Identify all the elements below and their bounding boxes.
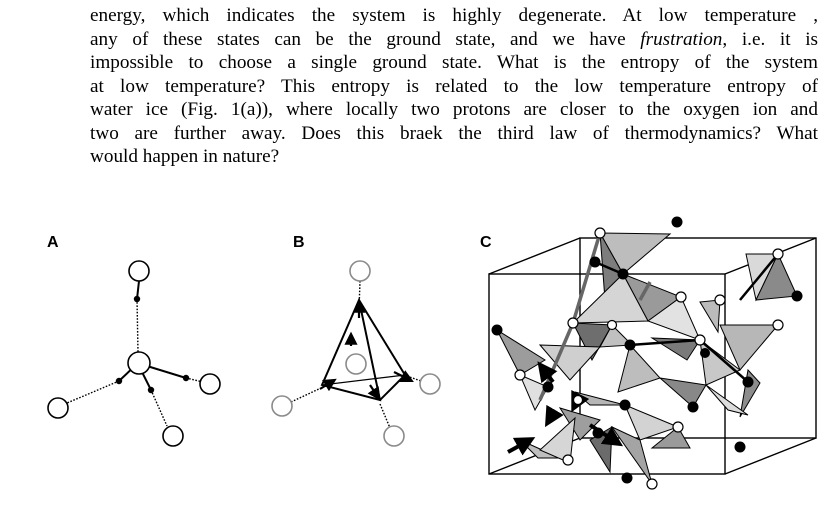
frustration-term: frustration [640, 28, 723, 50]
panel-c-tetrahedra [497, 233, 797, 484]
panel-a-ice-structure [48, 261, 220, 446]
panel-b-atoms [272, 261, 440, 446]
text-line-3: impossible to choose a single ground state. What is the entropy of the system [90, 52, 818, 73]
text-line-1: energy, which indicates the system is highly degenerate. At low temperature , [90, 5, 818, 26]
panel-label-c: C [480, 234, 492, 251]
panel-a-protons [116, 296, 189, 393]
text-line-6: two are further away. Does this braek the third law of thermodynamics? What [90, 122, 818, 144]
panel-c-pyrochlore-lattice [489, 217, 816, 490]
text-line-2-start: any of these states can be the ground state, and we have [90, 28, 626, 50]
panel-b-edges [322, 300, 405, 400]
text-line-5: water ice (Fig. 1(a)), where locally two protons are closer to the oxygen ion and [90, 99, 818, 120]
text-line-7: would happen in nature? [90, 146, 280, 167]
panel-b-tetrahedron [272, 261, 440, 446]
text-line-4: at low temperature? This entropy is related to the low temperature entropy of [90, 75, 818, 97]
panel-a-oxygen-atoms [48, 261, 220, 446]
panel-label-b: B [293, 234, 305, 251]
panel-label-a: A [47, 234, 59, 251]
text-line-2-tail: , i.e. it is [722, 28, 819, 50]
